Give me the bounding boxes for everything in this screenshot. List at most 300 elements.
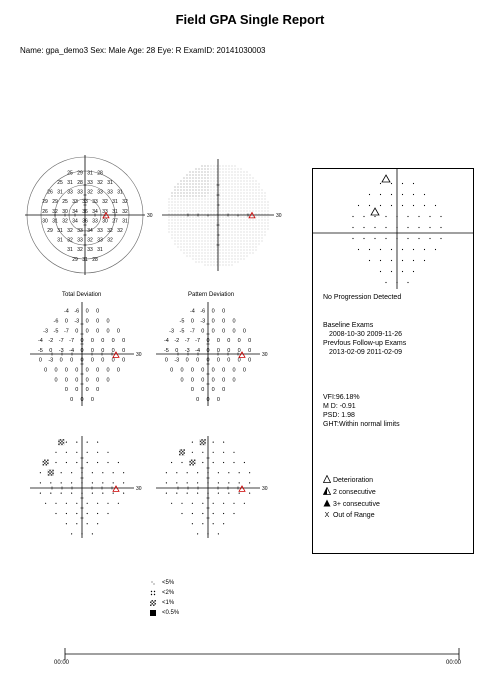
summary-point xyxy=(396,238,397,239)
pattern-deviation-prob-plot xyxy=(146,428,286,538)
prob-point xyxy=(181,462,182,463)
prob-point xyxy=(81,533,82,534)
threshold-value: 29 xyxy=(47,228,53,235)
threshold-value: 32 xyxy=(52,208,58,215)
dots-light-icon xyxy=(150,580,156,586)
prob-point xyxy=(207,493,208,494)
total-deviation-value: 0 xyxy=(64,377,68,384)
prob-point xyxy=(40,472,41,473)
prob-point xyxy=(66,462,67,463)
threshold-value: 28 xyxy=(92,256,98,263)
threshold-value: 29 xyxy=(42,199,48,206)
axis-degree-label: 30 xyxy=(136,352,142,358)
legend-p5 xyxy=(150,578,179,588)
pattern-deviation-value: 0 xyxy=(164,357,168,364)
total-deviation-value: 0 xyxy=(85,367,89,374)
total-deviation-value: -4 xyxy=(63,308,69,315)
threshold-value: 31 xyxy=(57,237,63,244)
threshold-value: 33 xyxy=(87,180,93,187)
threshold-value: 32 xyxy=(87,189,93,196)
threshold-value: 28 xyxy=(97,170,103,177)
prob-point xyxy=(228,493,229,494)
legend-out-of-range-label: Out of Range xyxy=(332,512,375,519)
half-triangle-icon xyxy=(323,487,331,495)
threshold-value: 31 xyxy=(57,189,63,196)
total-deviation-value: 0 xyxy=(101,357,105,364)
total-deviation-value: 0 xyxy=(96,318,100,325)
threshold-value: 34 xyxy=(92,208,98,215)
total-deviation-value: 0 xyxy=(116,328,120,335)
prob-point xyxy=(113,482,114,483)
prob-point xyxy=(87,462,88,463)
prob-point xyxy=(92,533,93,534)
prob-point xyxy=(213,452,214,453)
total-deviation-value: 0 xyxy=(101,347,105,354)
total-deviation-value: 0 xyxy=(59,357,63,364)
total-deviation-value: -6 xyxy=(53,318,59,325)
pattern-deviation-value: 0 xyxy=(227,357,231,364)
total-deviation-value: 0 xyxy=(106,377,110,384)
prob-point xyxy=(239,472,240,473)
total-deviation-value: -4 xyxy=(69,347,75,354)
threshold-value: 34 xyxy=(72,208,78,215)
ght-value: GHT:Within normal limits xyxy=(323,421,400,428)
summary-point xyxy=(380,183,381,184)
pattern-deviation-value: -7 xyxy=(189,328,195,335)
prob-point xyxy=(239,482,240,483)
prob-point xyxy=(71,482,72,483)
total-deviation-plot xyxy=(20,302,160,406)
prob-point xyxy=(40,482,41,483)
grayscale-plot-svg xyxy=(158,150,288,280)
total-deviation-value: 0 xyxy=(75,387,79,394)
prob-point xyxy=(202,503,203,504)
prob-point xyxy=(166,472,167,473)
total-deviation-value: 0 xyxy=(90,357,94,364)
pattern-deviation-value: 0 xyxy=(180,377,184,384)
pattern-deviation-svg xyxy=(146,302,286,406)
prob-point xyxy=(223,503,224,504)
total-deviation-value: 0 xyxy=(101,338,105,345)
prob-symbol-p1 xyxy=(43,460,49,466)
pattern-deviation-value: 0 xyxy=(237,347,241,354)
prob-point xyxy=(123,493,124,494)
threshold-value: 29 xyxy=(52,199,58,206)
total-deviation-value: -7 xyxy=(58,338,64,345)
summary-point xyxy=(418,238,419,239)
prob-point xyxy=(55,503,56,504)
pattern-deviation-value: 0 xyxy=(222,377,226,384)
total-deviation-value: 0 xyxy=(96,367,100,374)
timeline[interactable] xyxy=(54,648,462,668)
total-deviation-value: 0 xyxy=(96,377,100,384)
total-deviation-value: 0 xyxy=(111,357,115,364)
prob-point xyxy=(197,533,198,534)
solid-square-icon xyxy=(150,610,156,616)
summary-point xyxy=(391,183,392,184)
pattern-deviation-value: 0 xyxy=(227,347,231,354)
threshold-plot-svg xyxy=(20,150,160,280)
prob-point xyxy=(92,493,93,494)
prob-point xyxy=(45,503,46,504)
threshold-value: 33 xyxy=(107,189,113,196)
pattern-deviation-value: -5 xyxy=(179,328,185,335)
prob-point xyxy=(50,493,51,494)
prob-point xyxy=(192,442,193,443)
prob-point xyxy=(192,503,193,504)
pattern-deviation-value: -3 xyxy=(200,318,206,325)
threshold-value: 34 xyxy=(72,218,78,225)
prob-point xyxy=(202,513,203,514)
summary-point xyxy=(385,238,386,239)
total-deviation-value: 0 xyxy=(85,328,89,335)
summary-point xyxy=(402,194,403,195)
pattern-deviation-value: 0 xyxy=(211,308,215,315)
legend-p2-label: <2% xyxy=(162,590,175,596)
prob-point xyxy=(107,503,108,504)
deterioration-marker xyxy=(371,208,379,215)
prob-point xyxy=(207,533,208,534)
timeline-start: 00:00 xyxy=(54,660,70,666)
threshold-value: 32 xyxy=(62,218,68,225)
summary-point xyxy=(391,249,392,250)
total-deviation-value: -7 xyxy=(69,338,75,345)
threshold-value: 31 xyxy=(67,247,73,254)
summary-point xyxy=(358,249,359,250)
threshold-value: 32 xyxy=(67,237,73,244)
pattern-deviation-value: 0 xyxy=(190,387,194,394)
prob-point xyxy=(61,493,62,494)
summary-point xyxy=(369,194,370,195)
summary-point xyxy=(429,227,430,228)
pattern-deviation-value: 0 xyxy=(248,338,252,345)
prob-point xyxy=(66,503,67,504)
threshold-value: 31 xyxy=(67,180,73,187)
summary-point xyxy=(352,238,353,239)
prob-point xyxy=(223,462,224,463)
dots-medium-icon xyxy=(150,590,156,596)
summary-point xyxy=(391,260,392,261)
threshold-value: 29 xyxy=(77,170,83,177)
threshold-value: 33 xyxy=(82,199,88,206)
prob-point xyxy=(202,462,203,463)
threshold-value: 31 xyxy=(112,199,118,206)
followup-dates: 2013-02-09 2011-02-09 xyxy=(329,349,403,356)
pattern-deviation-value: 0 xyxy=(211,328,215,335)
total-deviation-value: -5 xyxy=(37,347,43,354)
pattern-deviation-value: 0 xyxy=(237,338,241,345)
pattern-deviation-value: 0 xyxy=(190,377,194,384)
pattern-deviation-value: -5 xyxy=(179,318,185,325)
prob-point xyxy=(102,493,103,494)
prob-point xyxy=(181,503,182,504)
prob-point xyxy=(76,452,77,453)
prob-point xyxy=(244,462,245,463)
summary-point xyxy=(440,216,441,217)
pattern-deviation-value: 0 xyxy=(248,347,252,354)
prob-point xyxy=(71,493,72,494)
pattern-deviation-value: 0 xyxy=(201,377,205,384)
summary-point xyxy=(413,205,414,206)
total-deviation-value: 0 xyxy=(49,347,53,354)
prob-point xyxy=(97,513,98,514)
prob-point xyxy=(213,442,214,443)
prob-point xyxy=(213,462,214,463)
summary-point xyxy=(440,227,441,228)
pattern-deviation-value: 0 xyxy=(211,318,215,325)
prob-point xyxy=(218,493,219,494)
pattern-deviation-value: 0 xyxy=(201,328,205,335)
threshold-value: 32 xyxy=(67,228,73,235)
prob-point xyxy=(81,482,82,483)
prob-point xyxy=(202,523,203,524)
summary-point xyxy=(391,194,392,195)
total-deviation-value: 0 xyxy=(75,367,79,374)
threshold-value: 31 xyxy=(122,218,128,225)
summary-point xyxy=(413,260,414,261)
pattern-deviation-value: -3 xyxy=(184,347,190,354)
pattern-deviation-value: 0 xyxy=(232,318,236,325)
pattern-deviation-value: 0 xyxy=(242,367,246,374)
total-deviation-value: 0 xyxy=(90,396,94,403)
total-deviation-value: -3 xyxy=(43,328,49,335)
threshold-value: 31 xyxy=(52,218,58,225)
timeline-axis xyxy=(64,648,460,660)
total-deviation-label: Total Deviation xyxy=(62,292,102,298)
total-deviation-value: 0 xyxy=(75,328,79,335)
summary-point xyxy=(380,205,381,206)
pattern-deviation-value: 0 xyxy=(196,357,200,364)
pattern-deviation-value: 0 xyxy=(216,396,220,403)
summary-point xyxy=(418,216,419,217)
pattern-deviation-value: 0 xyxy=(190,318,194,325)
legend-two-consecutive xyxy=(323,487,376,497)
prob-point xyxy=(187,472,188,473)
prob-point xyxy=(92,482,93,483)
total-deviation-prob-plot xyxy=(20,428,160,538)
report-title: Field GPA Single Report xyxy=(175,12,325,27)
summary-point xyxy=(369,260,370,261)
probability-legend xyxy=(150,578,179,618)
pattern-deviation-plot xyxy=(146,302,286,406)
pattern-deviation-value: 0 xyxy=(175,347,179,354)
prob-point xyxy=(118,503,119,504)
prob-point xyxy=(187,493,188,494)
total-deviation-value: 0 xyxy=(54,377,58,384)
prob-point xyxy=(87,513,88,514)
total-deviation-value: 0 xyxy=(106,328,110,335)
psd-value: PSD: 1.98 xyxy=(323,412,355,419)
pattern-deviation-label: Pattern Deviation xyxy=(188,292,235,298)
threshold-value: 33 xyxy=(72,199,78,206)
prob-point xyxy=(176,482,177,483)
prob-point xyxy=(97,523,98,524)
threshold-value: 31 xyxy=(107,180,113,187)
timeline-end: 00:00 xyxy=(446,660,462,666)
prob-point xyxy=(123,482,124,483)
legend-two-consecutive-label: 2 consecutive xyxy=(332,489,376,496)
summary-point xyxy=(413,271,414,272)
threshold-value: 33 xyxy=(92,218,98,225)
prob-point xyxy=(207,482,208,483)
prob-point xyxy=(66,452,67,453)
summary-point xyxy=(413,183,414,184)
prob-symbol-p1 xyxy=(189,460,195,466)
legend-three-consecutive xyxy=(323,499,380,509)
total-deviation-value: 0 xyxy=(38,357,42,364)
total-deviation-value: 0 xyxy=(85,387,89,394)
total-deviation-value: -4 xyxy=(37,338,43,345)
prob-point xyxy=(213,503,214,504)
prob-point xyxy=(228,482,229,483)
total-deviation-value: 0 xyxy=(70,396,74,403)
prob-point xyxy=(76,462,77,463)
threshold-value: 25 xyxy=(67,170,73,177)
prob-point xyxy=(223,442,224,443)
pattern-deviation-value: 0 xyxy=(206,338,210,345)
prob-point xyxy=(218,482,219,483)
total-deviation-value: 0 xyxy=(111,338,115,345)
prob-point xyxy=(81,493,82,494)
prob-point xyxy=(233,503,234,504)
followup-label: Prevfous Follow-up Exams xyxy=(323,340,407,347)
prob-point xyxy=(197,472,198,473)
pattern-deviation-value: -2 xyxy=(174,338,180,345)
threshold-value: 29 xyxy=(72,256,78,263)
summary-point xyxy=(429,216,430,217)
threshold-value: 33 xyxy=(97,237,103,244)
summary-point xyxy=(407,238,408,239)
pattern-deviation-value: 0 xyxy=(216,357,220,364)
pattern-deviation-value: 0 xyxy=(190,367,194,374)
total-deviation-value: 0 xyxy=(85,308,89,315)
prob-point xyxy=(197,482,198,483)
summary-point xyxy=(402,271,403,272)
total-deviation-value: 0 xyxy=(122,338,126,345)
prob-point xyxy=(218,533,219,534)
prob-point xyxy=(223,513,224,514)
threshold-value: 30 xyxy=(62,208,68,215)
summary-point xyxy=(369,205,370,206)
threshold-value: 31 xyxy=(97,247,103,254)
summary-point xyxy=(374,216,375,217)
prob-point xyxy=(50,482,51,483)
axis-degree-label: 30 xyxy=(136,486,142,492)
grayscale-plot xyxy=(158,150,288,280)
prob-point xyxy=(239,493,240,494)
prob-point xyxy=(102,472,103,473)
prob-point xyxy=(55,513,56,514)
total-deviation-value: 0 xyxy=(54,367,58,374)
total-deviation-value: 0 xyxy=(85,377,89,384)
pattern-deviation-value: -3 xyxy=(174,357,180,364)
legend-deterioration-label: Deterioration xyxy=(332,477,374,484)
summary-point xyxy=(396,282,397,283)
summary-point xyxy=(429,238,430,239)
pattern-deviation-value: 0 xyxy=(222,328,226,335)
prob-point xyxy=(166,493,167,494)
md-value: M D: -0.91 xyxy=(323,403,356,410)
axis-degree-label: 30 xyxy=(262,486,268,492)
threshold-value: 28 xyxy=(77,180,83,187)
threshold-value: 33 xyxy=(77,189,83,196)
legend-deterioration xyxy=(323,475,373,485)
summary-point xyxy=(391,271,392,272)
progression-status: No Progression Detected xyxy=(323,294,402,301)
threshold-value: 32 xyxy=(122,208,128,215)
summary-point xyxy=(374,227,375,228)
prob-point xyxy=(233,462,234,463)
baseline-label: Baseline Exams xyxy=(323,322,374,329)
threshold-value: 30 xyxy=(102,218,108,225)
summary-point xyxy=(385,216,386,217)
deterioration-marker xyxy=(382,175,390,182)
summary-point xyxy=(363,238,364,239)
prob-point xyxy=(87,452,88,453)
legend-three-consecutive-label: 3+ consecutive xyxy=(332,501,380,508)
legend-p05-label: <0.5% xyxy=(162,610,180,616)
total-deviation-value: 0 xyxy=(64,387,68,394)
prob-point xyxy=(76,523,77,524)
summary-point xyxy=(385,227,386,228)
summary-point xyxy=(424,194,425,195)
total-deviation-value: 0 xyxy=(85,318,89,325)
summary-point xyxy=(424,249,425,250)
legend-out-of-range xyxy=(323,511,375,520)
summary-point xyxy=(396,216,397,217)
prob-point xyxy=(113,493,114,494)
total-deviation-prob-svg xyxy=(20,428,160,538)
threshold-value: 33 xyxy=(102,208,108,215)
total-deviation-value: -2 xyxy=(48,338,54,345)
pattern-deviation-value: 0 xyxy=(206,396,210,403)
pattern-deviation-value: 0 xyxy=(237,357,241,364)
prob-point xyxy=(92,472,93,473)
prob-symbol-p1 xyxy=(48,470,54,476)
summary-point xyxy=(402,205,403,206)
patient-info: Name: gpa_demo3 Sex: Male Age: 28 Eye: R ExamID: 20141030003 xyxy=(20,46,266,55)
pattern-deviation-value: 0 xyxy=(211,377,215,384)
prob-point xyxy=(228,472,229,473)
axis-degree-label: 30 xyxy=(262,352,268,358)
prob-point xyxy=(71,533,72,534)
prob-point xyxy=(187,482,188,483)
prob-point xyxy=(249,482,250,483)
prob-point xyxy=(76,503,77,504)
summary-point xyxy=(413,249,414,250)
summary-point xyxy=(363,216,364,217)
prob-symbol-p1 xyxy=(179,449,185,455)
prob-point xyxy=(107,462,108,463)
legend-p2 xyxy=(150,588,179,598)
prob-point xyxy=(176,472,177,473)
pattern-deviation-value: 0 xyxy=(196,396,200,403)
total-deviation-value: 0 xyxy=(90,347,94,354)
summary-point xyxy=(380,249,381,250)
baseline-dates: 2008-10-30 2009-11-26 xyxy=(329,331,403,338)
prob-point xyxy=(233,513,234,514)
prob-point xyxy=(97,462,98,463)
open-triangle-icon xyxy=(323,475,331,483)
pattern-deviation-value: 0 xyxy=(170,367,174,374)
gpa-summary-box xyxy=(312,168,474,554)
threshold-value: 27 xyxy=(112,218,118,225)
axis-degree-label: 30 xyxy=(147,213,153,219)
pattern-deviation-value: 0 xyxy=(232,367,236,374)
prob-point xyxy=(87,503,88,504)
pattern-deviation-value: -3 xyxy=(169,328,175,335)
pattern-deviation-value: 0 xyxy=(206,357,210,364)
